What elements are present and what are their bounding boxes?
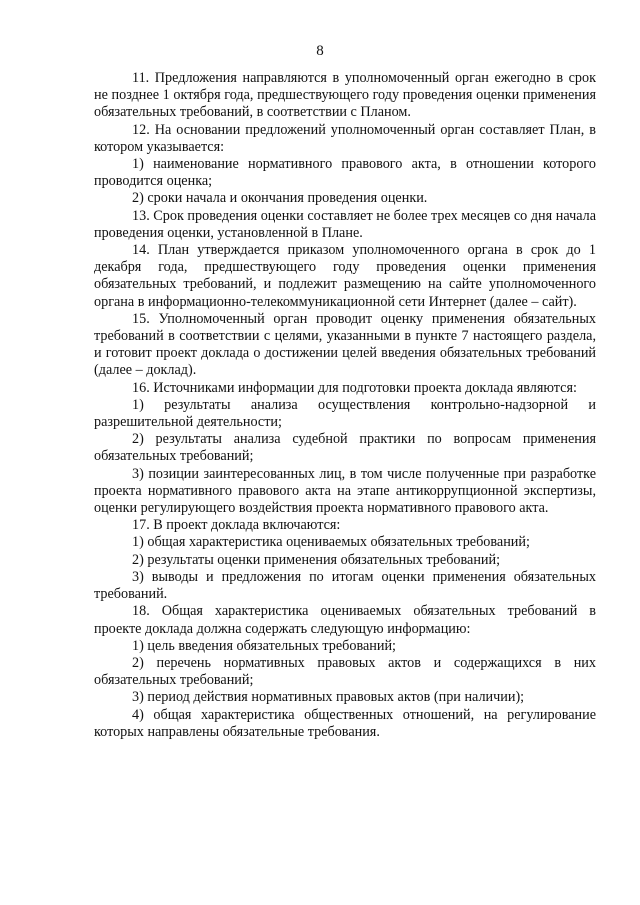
paragraph-12: 12. На основании предложений уполномоченный орган составляет План, в котором указывается:: [94, 121, 596, 155]
list-item-17-1: 1) общая характеристика оцениваемых обязательных требований;: [132, 534, 530, 551]
paragraph-17: 17. В проект доклада включаются:: [132, 517, 341, 534]
paragraph-18: 18. Общая характеристика оцениваемых обязательных требований в проекте доклада должна содержать следующую информацию:: [94, 603, 596, 637]
list-item-16-2: 2) результаты анализа судебной практики по вопросам применения обязательных требований;: [94, 431, 596, 465]
paragraph-16: 16. Источниками информации для подготовки проекта доклада являются:: [132, 379, 577, 396]
list-item-18-3: 3) период действия нормативных правовых актов (при наличии);: [132, 689, 525, 706]
paragraph-13: 13. Срок проведения оценки составляет не более трех месяцев со дня начала проведения оценки, установленной в Плане.: [94, 207, 596, 241]
list-item-12-1: 1) наименование нормативного правового акта, в отношении которого проводится оценка;: [94, 156, 596, 190]
list-item-17-2: 2) результаты оценки применения обязательных требований;: [132, 551, 501, 568]
list-item-18-4: 4) общая характеристика общественных отношений, на регулирование которых направлены обязательные требования.: [94, 706, 596, 740]
list-item-18-1: 1) цель введения обязательных требований;: [132, 637, 396, 654]
paragraph-11: 11. Предложения направляются в уполномоченный орган ежегодно в срок не позднее 1 октября года, предшествующего году проведения оценки применения обязательных требований, в соответствии с Планом.: [94, 70, 596, 121]
list-item-12-2: 2) сроки начала и окончания проведения оценки.: [132, 190, 428, 207]
list-item-18-2: 2) перечень нормативных правовых актов и содержащихся в них обязательных требований;: [94, 654, 596, 689]
paragraph-14: 14. План утверждается приказом уполномоченного органа в срок до 1 декабря года, предшествующего году проведения оценки применения обязательных требований, и подлежит размещению на сайте уполномоченного органа в информационно-телекоммуникационной сети Интернет (далее – сайт).: [94, 242, 596, 310]
page-number: 8: [316, 43, 324, 59]
document-body: [94, 70, 596, 741]
list-item-16-3: 3) позиции заинтересованных лиц, в том числе полученные при разработке проекта нормативного правового акта на этапе антикоррупционной экспертизы, оценки регулирующего воздействия проекта нормативного правового акта.: [94, 465, 596, 517]
list-item-16-1: 1) результаты анализа осуществления контрольно-надзорной и разрешительной деятельности;: [94, 396, 596, 431]
paragraph-15: 15. Уполномоченный орган проводит оценку применения обязательных требований в соответствии с целями, указанными в пункте 7 настоящего раздела, и готовит проект доклада о достижении целей введения обязательных требований (далее – доклад).: [94, 310, 596, 379]
list-item-17-3: 3) выводы и предложения по итогам оценки применения обязательных требований.: [94, 568, 596, 603]
